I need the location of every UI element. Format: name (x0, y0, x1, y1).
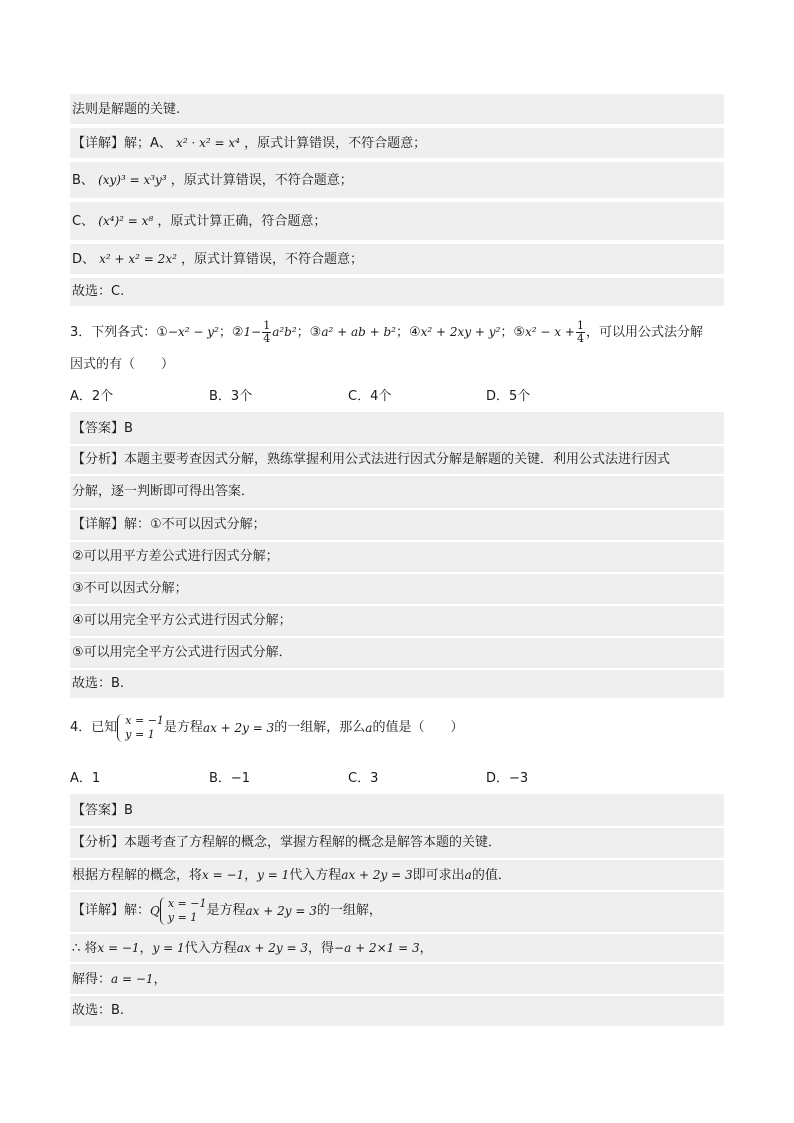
intro-choice: 故选：C. (72, 284, 125, 299)
q3-expr-1: −x² − y² (167, 325, 219, 339)
q3-fraction-5: $\frac{1}{4}$ (576, 319, 584, 345)
detail-label: 【详解】解；A、 (72, 136, 172, 151)
q3-expr-2b: a²b² (272, 325, 297, 339)
result-c: ，原式计算正确，符合题意； (157, 214, 327, 229)
label-c: C、 (72, 214, 95, 229)
q4-detail-line-2: ∴ 将x = −1，y = 1代入方程ax + 2y = 3，得−a + 2×1 = 3， (70, 934, 724, 962)
q4-analysis-line-2: 根据方程解的概念，将x = −1，y = 1代入方程ax + 2y = 3即可求出a的值． (70, 860, 724, 890)
q4-choice: 故选：B. (72, 1003, 125, 1018)
q3-expr-5: x² − x + (525, 325, 575, 339)
q3-options (70, 388, 724, 408)
label-d: D、 (72, 252, 96, 267)
q4-option-d[interactable]: D．−3 (486, 771, 529, 786)
q3-fraction-2: $\frac{1}{4}$ (263, 319, 271, 345)
q3-stem (70, 316, 724, 346)
q3-answer: 【答案】B (72, 421, 133, 436)
q3-sep-4: ；⑤ (500, 325, 526, 340)
q3-detail-line-1 (70, 510, 724, 540)
q3-detail-line-3 (70, 574, 724, 604)
q3-answer-line (70, 412, 724, 444)
q4-system: x = −1 y = 1 (117, 714, 164, 742)
q3-analysis-1: 【分析】本题主要考查因式分解，熟练掌握利用公式法进行因式分解是解题的关键．利用公式法进行因式 (72, 452, 671, 467)
q3-detail-line-2 (70, 542, 724, 572)
q3-detail-1: 【详解】解：①不可以因式分解； (72, 517, 266, 532)
q3-option-c[interactable]: C．4个 (348, 389, 392, 404)
q4-stem: 4．已知 x = −1 y = 1 是方程ax + 2y = 3的一组解，那么a的值是（ ） (70, 714, 464, 741)
intro-line-2 (70, 128, 724, 158)
intro-line-4 (70, 202, 724, 240)
brace-icon (117, 714, 124, 742)
result-b: ，原式计算错误，不符合题意； (170, 173, 353, 188)
q3-choice: 故选：B. (72, 676, 125, 691)
q3-detail-5: ⑤可以用完全平方公式进行因式分解． (72, 645, 292, 660)
because-symbol: Q (150, 904, 160, 918)
intro-line-3 (70, 162, 724, 198)
q3-detail-line-6 (70, 670, 724, 698)
q3-analysis-2: 分解，逐一判断即可得出答案． (72, 484, 255, 499)
result-d: ，原式计算错误，不符合题意； (181, 252, 364, 267)
q3-detail-2: ②可以用平方差公式进行因式分解； (72, 549, 279, 564)
q4-option-b[interactable]: B．−1 (209, 771, 251, 786)
intro-text-1: 法则是解题的关键. (72, 102, 181, 117)
q3-detail-line-4 (70, 606, 724, 636)
q4-variable: a (365, 721, 373, 735)
formula-b: (xy)³ = x³y³ (98, 173, 167, 187)
q4-option-c[interactable]: C．3 (348, 771, 379, 786)
q3-option-d[interactable]: D．5个 (486, 389, 531, 404)
formula-a: x² · x² = x⁴ (176, 136, 240, 150)
q3-sep-1: ；② (218, 325, 244, 340)
intro-line-1 (70, 94, 724, 124)
result-a: ，原式计算错误，不符合题意； (244, 136, 427, 151)
q4-stem-start: 4．已知 (70, 720, 118, 735)
q4-equation: ax + 2y = 3 (202, 721, 275, 735)
label-b: B、 (72, 173, 94, 188)
q4-detail-line-1: 【详解】解：Q x = −1 y = 1 是方程ax + 2y = 3的一组解， (70, 892, 724, 932)
q3-option-a[interactable]: A．2个 (70, 389, 114, 404)
q3-stem-line-2 (70, 356, 724, 376)
q4-answer: 【答案】B (72, 803, 133, 818)
q3-expr-2a: 1− (243, 325, 262, 339)
q3-detail-4: ④可以用完全平方公式进行因式分解； (72, 613, 292, 628)
q4-analysis-1: 【分析】本题考查了方程解的概念，掌握方程解的概念是解答本题的关键． (72, 835, 502, 850)
q3-detail-line-5 (70, 638, 724, 668)
q4-option-a[interactable]: A．1 (70, 771, 101, 786)
intro-line-6 (70, 278, 724, 306)
q4-options (70, 770, 724, 790)
q4-detail-system: x = −1 y = 1 (160, 897, 207, 925)
q4-detail-line-4 (70, 996, 724, 1026)
formula-c: (x⁴)² = x⁸ (98, 214, 154, 228)
q3-stem-end: ，可以用公式法分解 (585, 325, 703, 340)
q3-sep-2: ；③ (296, 325, 322, 340)
q3-expr-3: a² + ab + b² (321, 325, 396, 339)
q3-sep-3: ；④ (396, 325, 421, 340)
formula-d: x² + x² = 2x² (99, 252, 177, 266)
q3-option-b[interactable]: B．3个 (209, 389, 253, 404)
q4-answer-line (70, 794, 724, 826)
brace-icon (160, 897, 167, 925)
q4-analysis-line-1 (70, 828, 724, 858)
q3-expr-4: x² + 2xy + y² (420, 325, 501, 339)
q3-stem-start: 3．下列各式：① (70, 325, 168, 340)
q4-detail-line-3: 解得：a = −1， (70, 964, 724, 994)
intro-line-5 (70, 244, 724, 274)
q3-analysis-line-2 (70, 476, 724, 508)
q3-analysis-line-1 (70, 446, 724, 474)
q3-detail-3: ③不可以因式分解； (72, 581, 188, 596)
q3-stem-tail: 因式的有（ ） (70, 357, 175, 372)
